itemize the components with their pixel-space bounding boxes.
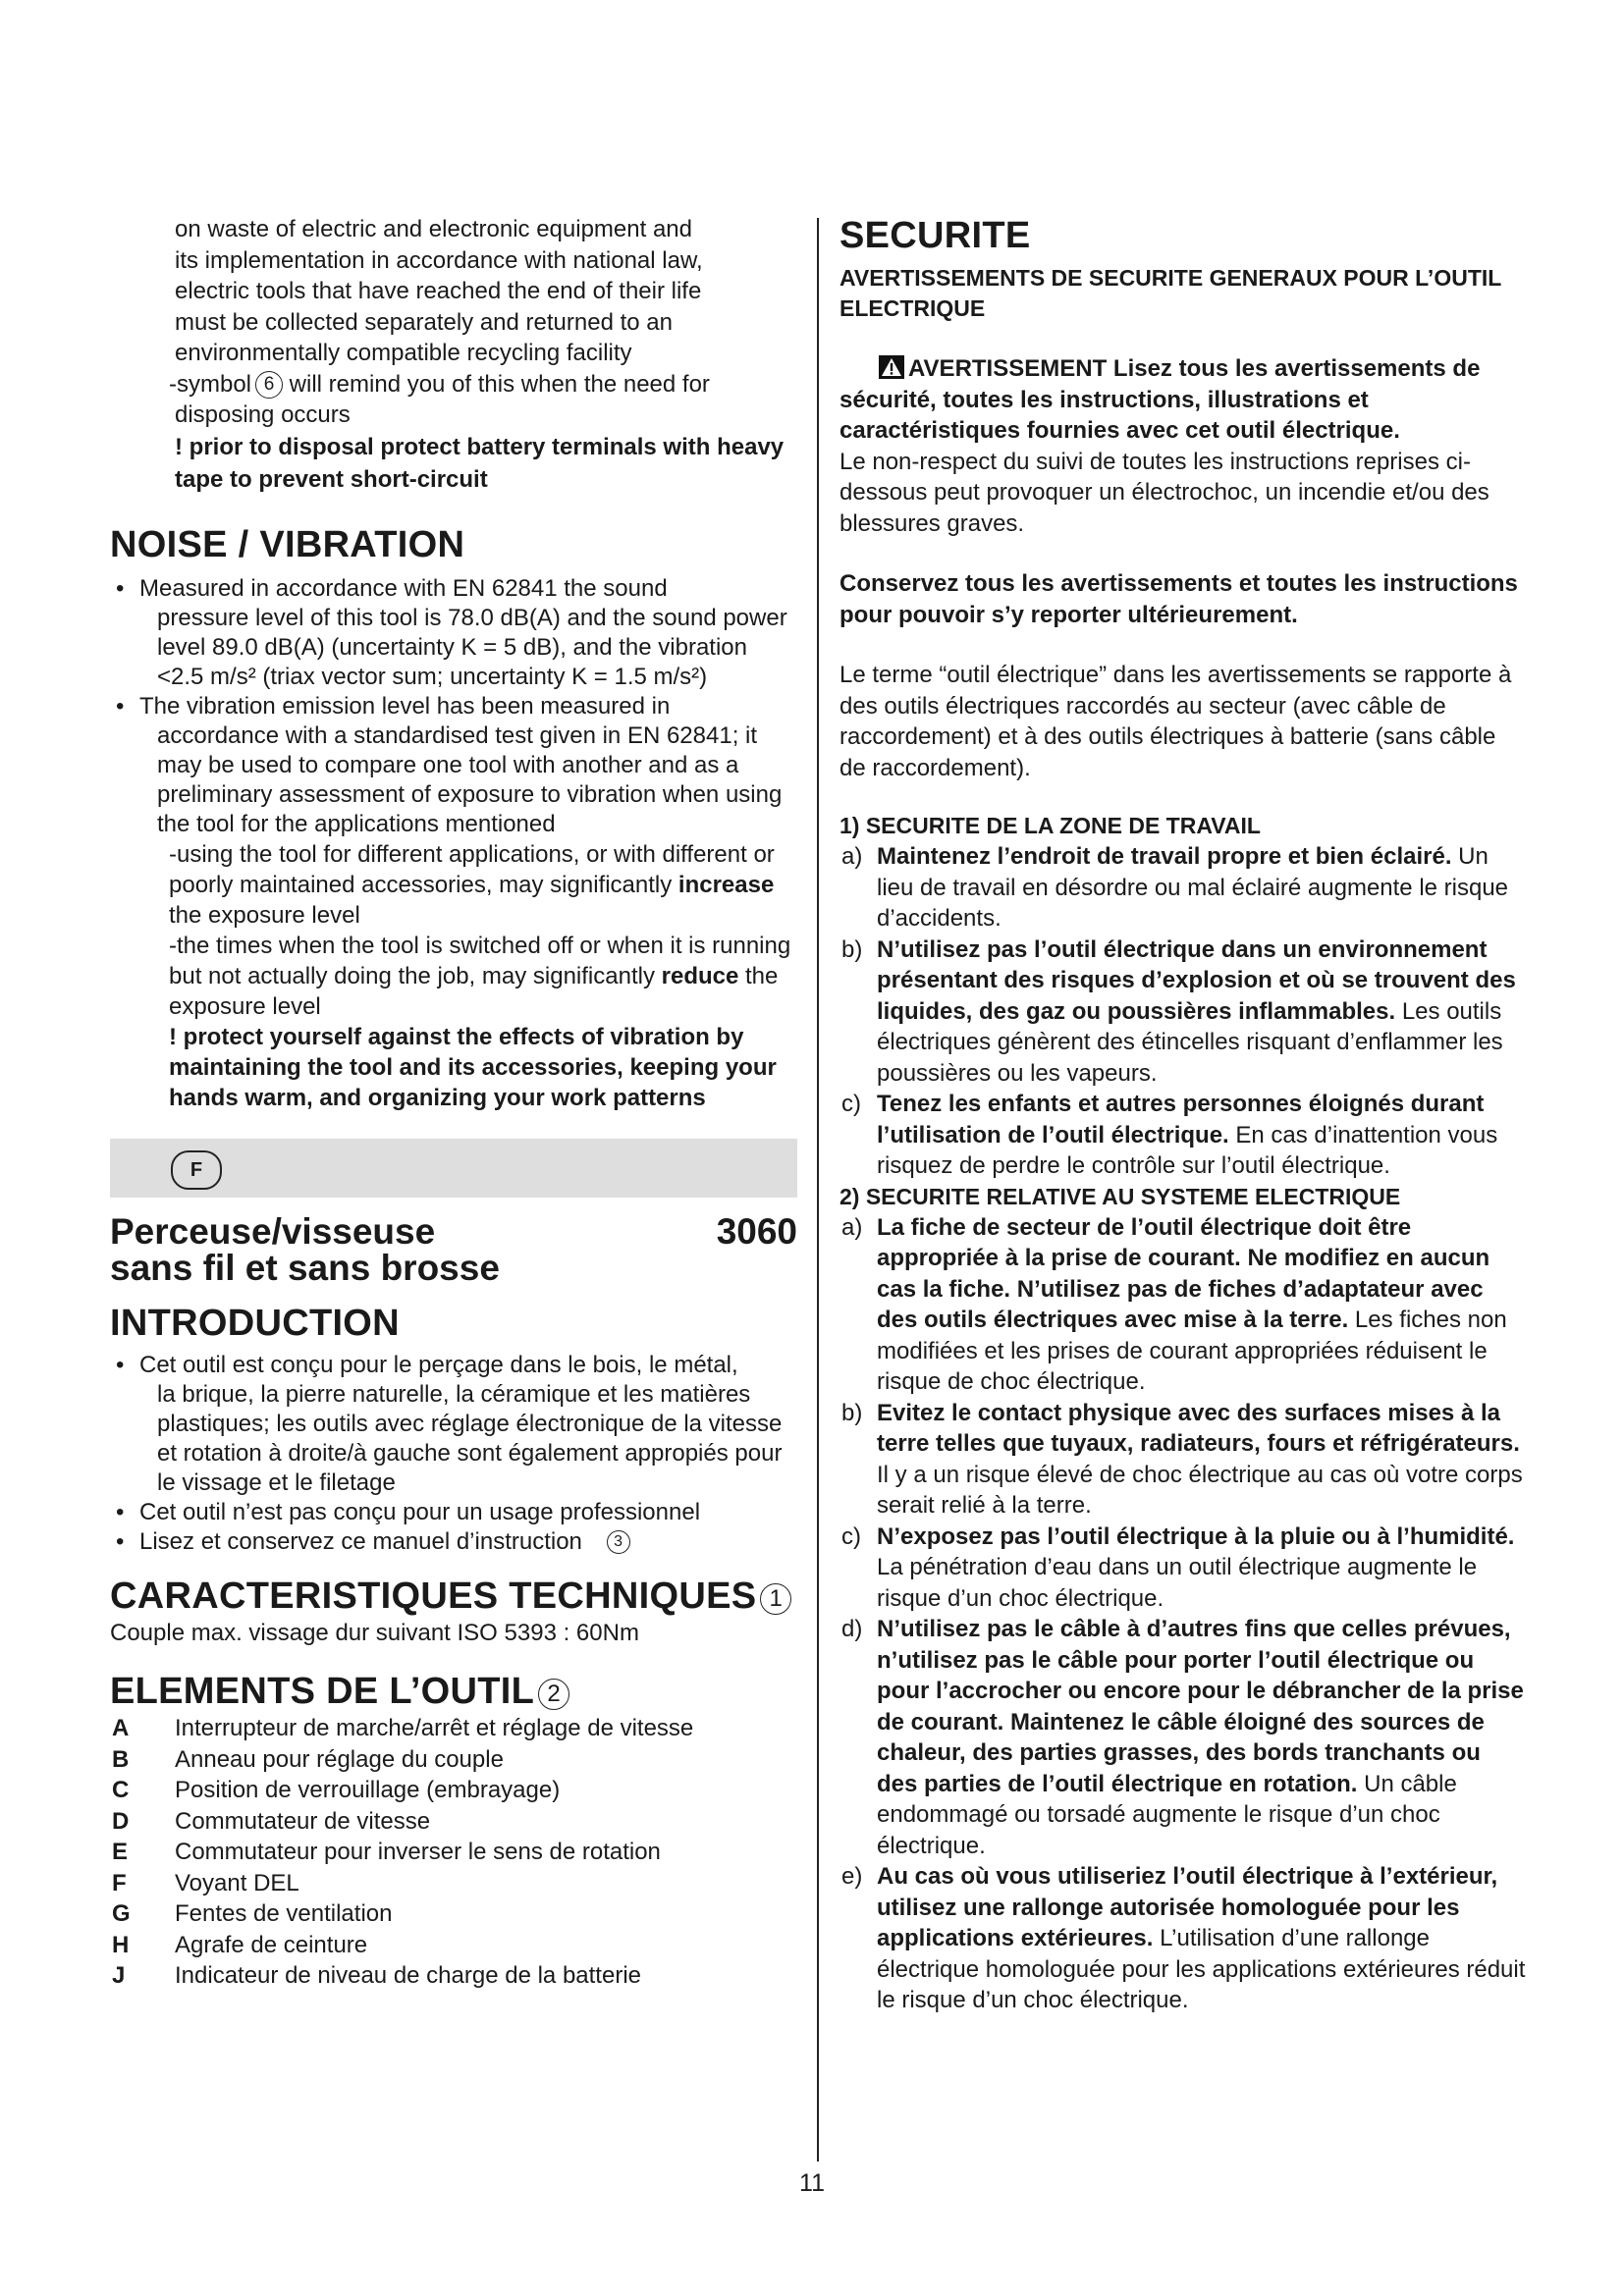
intro-bullet-3: • Lisez et conservez ce manuel d’instruction 3 <box>110 1527 797 1557</box>
rule-item: b) N’utilisez pas l’outil électrique dans un environnement présentant des risques d’explosion et où se trouvent des liquides, des gaz ou poussières inflammables. Les outils électriques génèrent des étincelles risquant d’enflammer les poussières ou les vapeurs. <box>841 935 1516 1087</box>
page-number: 11 <box>799 2169 825 2197</box>
term-definition: Le terme “outil électrique” dans les avertissements se rapporte à des outils électriques raccordés au secteur (avec câble de raccordement) et à des outils électriques à batterie (sans câble de raccordement). <box>839 662 1512 781</box>
safety-subheading: AVERTISSEMENTS DE SECURITE GENERAUX POUR L’OUTIL ELECTRIQUE <box>839 265 1501 321</box>
language-bar <box>110 1139 797 1198</box>
figure-ref-3-icon: 3 <box>607 1530 630 1554</box>
warning-normal: Le non-respect du suivi de toutes les instructions reprises ci-dessous peut provoquer un électrochoc, un incendie et/ou des blessures graves. <box>839 448 1489 537</box>
elements-heading: ELEMENTS DE L’OUTIL 2 <box>110 1670 797 1713</box>
rule-item: a) La fiche de secteur de l’outil électrique doit être appropriée à la prise de courant. Ne modifiez en aucun cas la fiche. N’utilisez pas de fiches d’adaptateur avec des outils électriques avec mise à la terre. Les fiches non modifiées et les prises de courant appropriées réduisent le risque de choc électrique. <box>841 1213 1507 1395</box>
figure-ref-1-icon: 1 <box>760 1583 791 1615</box>
intro-heading: INTRODUCTION <box>110 1302 400 1344</box>
symbol-note: -symbol 6 will remind you of this when the need for <box>169 370 710 398</box>
waste-line: on waste of electric and electronic equipment and <box>175 216 692 242</box>
language-badge: F <box>171 1150 222 1190</box>
part-row: B Anneau pour réglage du couple <box>112 1745 504 1773</box>
rule-item: e) Au cas où vous utiliseriez l’outil électrique à l’extérieur, utilisez une rallonge autorisée homologuée pour les applications extérieures. L’utilisation d’une rallonge électrique homologuée pour les applications extérieures réduit le risque d’un choc électrique. <box>841 1863 1526 2013</box>
waste-line: electric tools that have reached the end of their life <box>175 278 702 304</box>
section-2-heading: 2) SECURITE RELATIVE AU SYSTEME ELECTRIQUE <box>839 1183 1401 1209</box>
waste-section <box>110 214 797 496</box>
waste-line: must be collected separately and returned to an <box>175 308 673 336</box>
parts-list <box>110 1713 797 1992</box>
general-warning <box>839 353 1527 539</box>
part-row: H Agrafe de ceinture <box>112 1931 368 1958</box>
left-column <box>110 214 797 1992</box>
part-row: G Fentes de ventilation <box>112 1900 393 1927</box>
waste-line: environmentally compatible recycling facility <box>175 340 632 366</box>
section-1-list <box>839 841 1527 1182</box>
product-model: 3060 <box>716 1210 797 1252</box>
symbol-note-line2: disposing occurs <box>175 401 351 428</box>
section-1-heading: 1) SECURITE DE LA ZONE DE TRAVAIL <box>839 813 1261 838</box>
noise-sub-2: -the times when the tool is switched off or when it is running but not actually doing the job, may significantly reduce the exposure level <box>169 932 791 1020</box>
intro-bullet-1: • Cet outil est conçu pour le perçage dans le bois, le métal, la brique, la pierre naturelle, la céramique et les matières plastiques; les outils avec réglage électronique de la vitesse et rotation à droite/à gauche sont également appropiés pour le vissage et le filetage <box>110 1351 797 1498</box>
part-row: E Commutateur pour inverser le sens de rotation <box>112 1839 661 1865</box>
part-row: J Indicateur de niveau de charge de la batterie <box>112 1962 641 1989</box>
vibration-warning: ! protect yourself against the effects of vibration by maintaining the tool and its accessories, keeping your hands warm, and organizing your work patterns <box>169 1023 777 1111</box>
part-row: F Voyant DEL <box>112 1869 299 1896</box>
safety-heading: SECURITE <box>839 215 1031 256</box>
rule-item: d) N’utilisez pas le câble à d’autres fins que celles prévues, n’utilisez pas le câble pour porter l’outil électrique ou pour l’accrocher ou encore pour le débrancher de la prise de courant. Maintenez le câble éloigné des sources de chaleur, des parties grasses, des bords tranchants ou des parties de l’outil électrique en rotation. Un câble endommagé ou torsadé augmente le risque d’un choc électrique. <box>841 1616 1524 1859</box>
warning-bold: AVERTISSEMENT Lisez tous les avertissements de sécurité, toutes les instructions, illustrations et caractéristiques fournies avec cet outil électrique. <box>839 355 1481 444</box>
tech-heading: CARACTERISTIQUES TECHNIQUES 1 <box>110 1575 797 1618</box>
rule-item: b) Evitez le contact physique avec des surfaces mises à la terre telles que tuyaux, radiateurs, fours et réfrigérateurs. Il y a un risque élevé de choc électrique au cas où votre corps serait relié à la terre. <box>841 1399 1523 1519</box>
noise-bullet-1: • Measured in accordance with EN 62841 the sound pressure level of this tool is 78.0 dB(A) and the sound power level 89.0 dB(A) (uncertainty K = 5 dB), and the vibration <2.5 m/s² (triax vector sum; uncertainty K = 1.5 m/s²) <box>110 574 797 692</box>
noise-bullet-2: • The vibration emission level has been measured in accordance with a standardised test given in EN 62841; it may be used to compare one tool with another and as a preliminary assessment of exposure to vibration when using the tool for the applications mentioned <box>110 692 797 839</box>
disposal-warning: ! prior to disposal protect battery terminals with heavy tape to prevent short-circuit <box>175 433 785 493</box>
figure-ref-6-icon: 6 <box>255 371 283 399</box>
part-row: C Position de verrouillage (embrayage) <box>112 1777 561 1803</box>
product-name: Perceuse/visseuse sans fil et sans brosse <box>110 1210 500 1288</box>
rule-item: c) N’exposez pas l’outil électrique à la pluie ou à l’humidité. La pénétration d’eau dans un outil électrique augmente le risque d’un choc électrique. <box>841 1522 1515 1612</box>
section-2-list <box>839 1212 1527 2016</box>
rule-item: a) Maintenez l’endroit de travail propre et bien éclairé. Un lieu de travail en désordre ou mal éclairé augmente le risque d’accidents. <box>841 843 1509 932</box>
column-divider <box>817 218 819 2162</box>
warning-triangle-icon <box>879 355 904 379</box>
noise-list <box>110 574 797 1113</box>
tech-line: Couple max. vissage dur suivant ISO 5393 : 60Nm <box>110 1619 639 1646</box>
product-title <box>110 1210 797 1288</box>
noise-sub-1: -using the tool for different applications, or with different or poorly maintained accessories, may significantly increase the exposure level <box>169 840 775 929</box>
waste-line: its implementation in accordance with national law, <box>175 246 703 274</box>
figure-ref-2-icon: 2 <box>538 1679 569 1710</box>
intro-list <box>110 1351 797 1557</box>
right-column <box>839 214 1527 2016</box>
part-row: D Commutateur de vitesse <box>112 1807 431 1835</box>
noise-heading: NOISE / VIBRATION <box>110 523 465 565</box>
intro-bullet-2: • Cet outil n’est pas conçu pour un usage professionnel <box>110 1498 797 1527</box>
keep-instructions: Conservez tous les avertissements et toutes les instructions pour pouvoir s’y reporter ultérieurement. <box>839 570 1518 628</box>
rule-item: c) Tenez les enfants et autres personnes éloignés durant l’utilisation de l’outil électrique. En cas d’inattention vous risquez de perdre le contrôle sur l’outil électrique. <box>841 1091 1498 1179</box>
part-row: A Interrupteur de marche/arrêt et réglage de vitesse <box>112 1715 694 1741</box>
